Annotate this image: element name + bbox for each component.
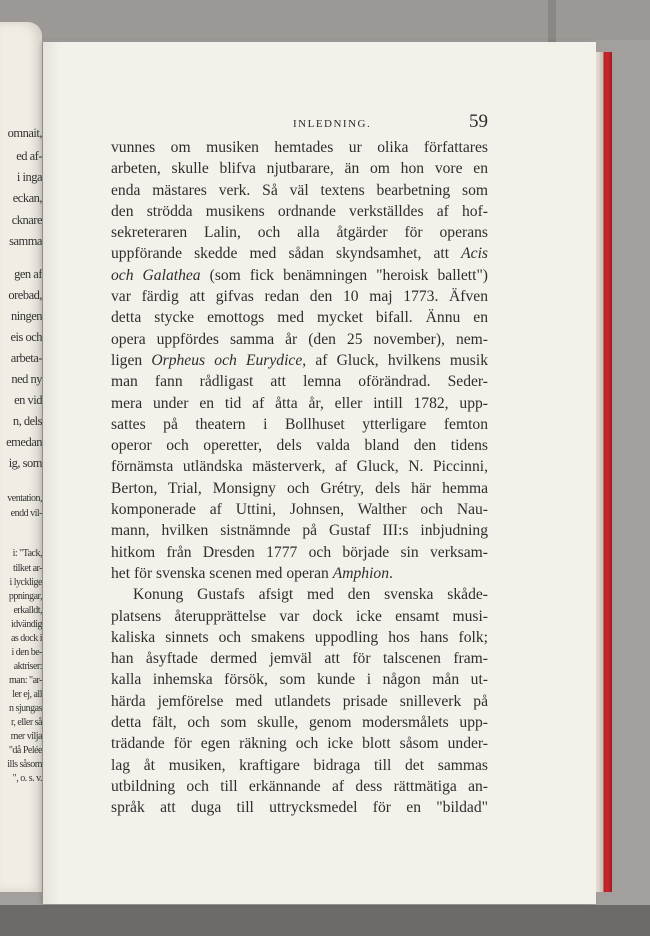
text-line: språk att duga till uttrycksmedel för en "bildad" [111, 799, 488, 817]
text-line: mera under en tid af åtta år, eller intill 1782, upp- [111, 394, 488, 412]
body-text [111, 137, 488, 819]
left-page-fragment: en vid [14, 393, 42, 407]
text-line: enda mästares verk. Så väl textens bearbetning som [111, 181, 488, 199]
left-page-fragment: "då Pelée [8, 745, 42, 756]
left-page-fragment: omnait, [7, 126, 42, 140]
left-page-fragment: orebad, [8, 288, 42, 302]
text-line: kaliska sinnets och smakens uppodling hos hans folk; [111, 628, 488, 646]
left-page-fragment: i inga [16, 170, 42, 184]
text-line: uppförande skedde med sådan skyndsamhet, att Acis [111, 245, 488, 263]
background-bottom [0, 905, 650, 936]
page-number: 59 [469, 111, 488, 132]
gutter-shadow [43, 42, 61, 904]
left-page-fragment: i den be- [11, 647, 42, 658]
left-page-fragment: ", o. s. v. [12, 773, 42, 784]
text-line: mann, hvilken sistnämnde på Gustaf III:s inbjudning [111, 522, 488, 540]
text-line: lag åt musiken, kraftigare bidraga till det sammas [111, 756, 488, 774]
previous-page-edge [0, 22, 42, 892]
text-line: utbildning och till erkännande af dess rättmätiga an- [111, 777, 488, 795]
left-page-fragment: samma [9, 234, 42, 248]
text-line: komponerade af Uttini, Johnsen, Walther och Nau- [111, 501, 488, 519]
text-line: detta fält, och som skulle, genom modersmålets upp- [111, 714, 488, 732]
text-line: arbeten, skulle blifva njutbarare, än om hon vore en [111, 160, 488, 178]
left-page-fragment: n, dels [12, 414, 42, 428]
left-page-fragment: n sjungas [9, 703, 42, 714]
text-line: ligen Orpheus och Eurydice, af Gluck, hvilkens musik [111, 351, 488, 369]
text-line: operor och operetter, dels valda bland den tidens [111, 437, 488, 455]
left-page-fragment: emedan [6, 435, 42, 449]
left-page-fragment: r, eller så [10, 717, 42, 728]
text-line: hitkom från Dresden 1777 och började sin verksam- [111, 543, 488, 561]
text-line: man fann rådligast att lemna oförändrad. Seder- [111, 373, 488, 391]
text-line: den strödda musikens ordnande verkställdes af hof- [111, 202, 488, 220]
page-header [293, 111, 488, 135]
text-line: trädande för egen räkning och icke blott såsom under- [111, 735, 488, 753]
left-page-fragment: ler ej, all [12, 689, 42, 700]
left-page-fragment: man: "ar- [9, 675, 42, 686]
left-page-fragment: eis och [10, 330, 42, 344]
text-line: sekreteraren Lalin, och alla åtgärder för operans [111, 224, 488, 242]
text-line: härda jemförelse med utlandets prisade snilleverk på [111, 692, 488, 710]
left-page-fragment: ills såsom [7, 759, 42, 770]
left-page-fragment: arbeta- [10, 351, 42, 365]
text-line: kalla inhemska försök, som kunde i någon mån ut- [111, 671, 488, 689]
left-page-fragment: as dock i [10, 633, 42, 644]
left-page-fragment: ventation, [7, 493, 42, 504]
left-page-fragment: ned ny [11, 372, 42, 386]
left-page-fragment: ed af- [16, 149, 42, 163]
left-page-fragment: cknare [11, 213, 42, 227]
text-line: och Galathea (som fick benämningen "heroisk ballett") [111, 266, 488, 284]
text-line: het för svenska scenen med operan Amphion. [111, 564, 393, 582]
text-line: han åsyftade dermed jemväl att för talscenen fram- [111, 650, 488, 668]
left-page-fragment: mer vilja [10, 731, 42, 742]
text-line: Konung Gustafs afsigt med den svenska skåde- [133, 586, 488, 604]
left-page-fragment: i lycklige [9, 577, 42, 588]
left-page-fragment: ningen [10, 309, 42, 323]
left-page-fragment: erkalldt, [13, 605, 42, 616]
text-line: opera uppfördes samma år (den 25 november), nem- [111, 330, 488, 348]
text-line: förnämsta utländska mästerverk, af Gluck, N. Piccinni, [111, 458, 488, 476]
page-edges-red [596, 52, 612, 892]
left-page-fragment: gen af [14, 267, 42, 281]
left-page-fragment: ppningar, [8, 591, 42, 602]
text-line: vunnes om musiken hemtades ur olika författares [111, 139, 488, 156]
left-page-fragment: eckan, [12, 191, 42, 205]
running-title: INLEDNING. [293, 118, 372, 130]
text-line: Berton, Trial, Monsigny och Grétry, dels här hemma [111, 479, 488, 497]
text-line: sattes på theatern i Bollhuset ytterligare femton [111, 415, 488, 433]
text-line: detta stycke emottogs med mycket bifall. Ännu en [111, 309, 488, 327]
left-page-fragment: i: "Tack, [12, 548, 42, 559]
text-line: platsens återupprättelse var dock icke ensamt musi- [111, 607, 488, 625]
left-page-fragment: ig, som [8, 456, 42, 470]
left-page-fragment: aktriser: [13, 661, 42, 672]
left-page-fragment: endd vil- [10, 508, 42, 519]
left-page-fragment: idvändig [11, 619, 42, 630]
left-page-fragment: tilket ar- [13, 563, 42, 574]
text-line: var färdig att gifvas redan den 10 maj 1773. Äfven [111, 288, 488, 306]
